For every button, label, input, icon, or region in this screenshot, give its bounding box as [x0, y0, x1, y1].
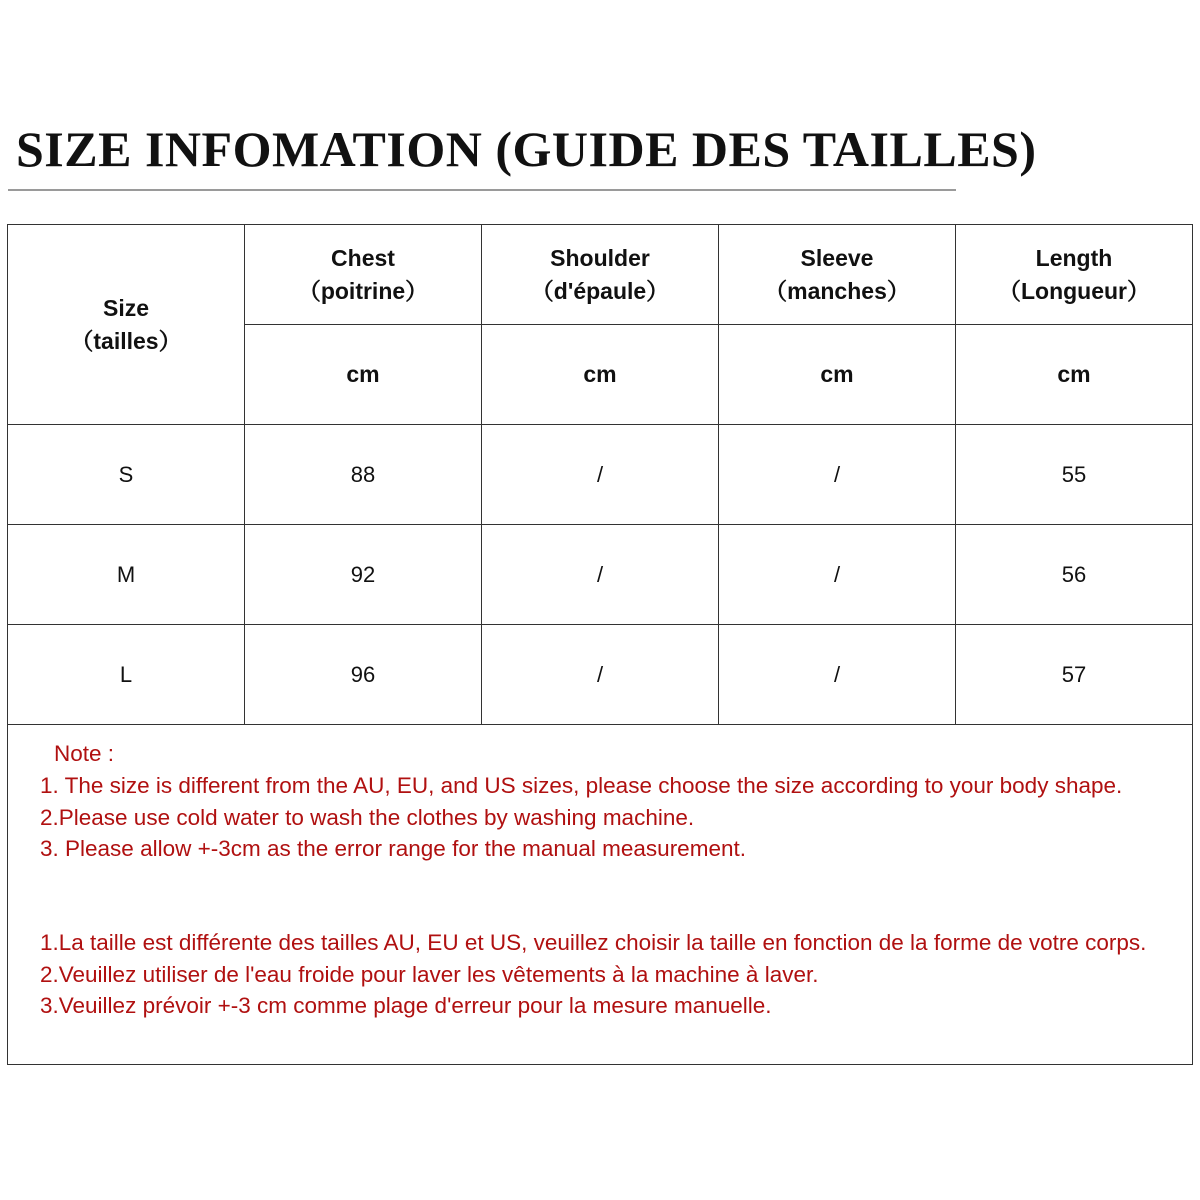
- shoulder-cell: /: [482, 525, 719, 625]
- table-row: [8, 425, 1193, 525]
- chest-cell: 92: [245, 525, 482, 625]
- size-header-label-fr: （tailles）: [70, 327, 182, 354]
- note-label: Note :: [54, 741, 115, 766]
- sleeve-header-label-fr: （manches）: [764, 277, 910, 304]
- note-item: 1. The size is different from the AU, EU, and US sizes, please choose the size according to your body shape.: [40, 773, 1123, 798]
- title-divider: [8, 189, 956, 191]
- table-row: [8, 625, 1193, 725]
- length-column-header: [956, 225, 1193, 325]
- sleeve-header-label: Sleeve: [800, 244, 874, 271]
- note-item: 3. Please allow +-3cm as the error range for the manual measurement.: [40, 836, 746, 861]
- shoulder-unit: cm: [482, 325, 719, 425]
- shoulder-header-label-fr: （d'épaule）: [530, 277, 670, 304]
- size-header-label: Size: [102, 294, 150, 321]
- size-cell: S: [8, 425, 245, 525]
- length-header-label: Length: [1035, 244, 1113, 271]
- note-item: 1.La taille est différente des tailles AU, EU et US, veuillez choisir la taille en fonction de la forme de votre corps.: [40, 930, 1147, 955]
- sleeve-cell: /: [719, 525, 956, 625]
- table-header-row: [8, 225, 1193, 325]
- chest-cell: 96: [245, 625, 482, 725]
- notes-box: [7, 723, 1193, 1065]
- note-item: 2.Veuillez utiliser de l'eau froide pour laver les vêtements à la machine à laver.: [40, 961, 819, 987]
- page-title: SIZE INFOMATION (GUIDE DES TAILLES): [16, 121, 1037, 177]
- sleeve-column-header: [719, 225, 956, 325]
- length-cell: 56: [956, 525, 1193, 625]
- shoulder-cell: /: [482, 425, 719, 525]
- length-cell: 55: [956, 425, 1193, 525]
- length-header-label-fr: （Longueur）: [997, 277, 1151, 304]
- size-table: [7, 224, 1193, 725]
- shoulder-cell: /: [482, 625, 719, 725]
- shoulder-header-label: Shoulder: [550, 244, 650, 271]
- table-row: [8, 525, 1193, 625]
- chest-unit: cm: [245, 325, 482, 425]
- sleeve-unit: cm: [719, 325, 956, 425]
- chest-header-label-fr: （poitrine）: [297, 277, 429, 304]
- length-cell: 57: [956, 625, 1193, 725]
- size-cell: L: [8, 625, 245, 725]
- length-unit: cm: [956, 325, 1193, 425]
- shoulder-column-header: [482, 225, 719, 325]
- english-notes: [40, 770, 1180, 865]
- size-column-header: [8, 225, 245, 425]
- sleeve-cell: /: [719, 625, 956, 725]
- note-item: 2.Please use cold water to wash the clothes by washing machine.: [40, 804, 695, 830]
- note-item: 3.Veuillez prévoir +-3 cm comme plage d'erreur pour la mesure manuelle.: [40, 993, 772, 1018]
- chest-header-label: Chest: [331, 244, 395, 271]
- size-cell: M: [8, 525, 245, 625]
- chest-cell: 88: [245, 425, 482, 525]
- chest-column-header: [245, 225, 482, 325]
- french-notes: [40, 927, 1180, 1022]
- sleeve-cell: /: [719, 425, 956, 525]
